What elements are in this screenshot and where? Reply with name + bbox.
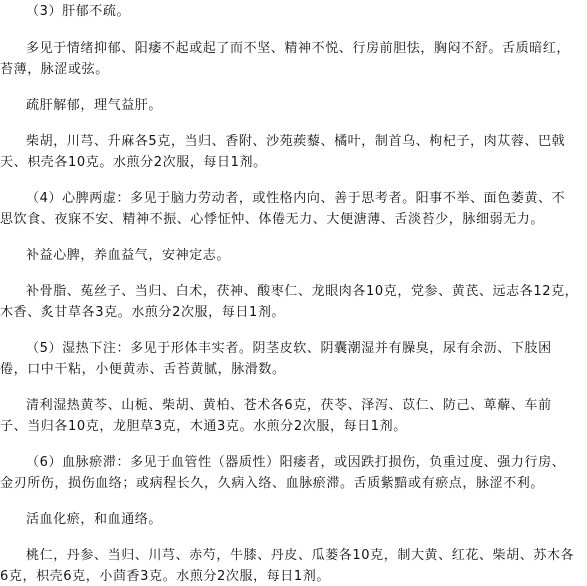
section-6-symptoms-line-1: （6）血脉瘀滞：多见于血管性（器质性）阳痿者，或因跌打损伤，负重过度、强力行房、 [26, 455, 566, 470]
section-4-recipe-line-2: 木香、炙甘草各3克。水煎分2次服，每日1剂。 [0, 305, 286, 320]
section-5-symptoms-line-2: 倦，口中干粘，小便黄赤、舌苔黄腻，脉滑数。 [0, 362, 286, 377]
section-6-treatment: 活血化瘀，和血通络。 [26, 512, 163, 527]
section-3-recipe-line-1: 柴胡，川芎、升麻各5克，当归、香附、沙苑蒺藜、橘叶，制首乌、枸杞子，肉苁蓉、巴戟 [26, 134, 566, 149]
section-5-recipe-line-1: 清利湿热黄芩、山栀、柴胡、黄柏、苍术各6克，茯苓、泽泻、苡仁、防己、萆薢、车前 [26, 398, 552, 413]
section-3-symptoms-line-1: 多见于情绪抑郁、阳痿不起或起了而不坚、精神不悦、行房前胆怯，胸闷不舒。舌质暗红， [26, 41, 571, 56]
section-3-heading: （3）肝郁不疏。 [26, 4, 131, 19]
section-4-treatment: 补益心脾，养血益气，安神定志。 [26, 248, 231, 263]
section-4-recipe-line-1: 补骨脂、菟丝子、当归、白术，茯神、酸枣仁、龙眼肉各10克，党参、黄芪、远志各12克， [26, 284, 579, 299]
section-4-symptoms-line-1: （4）心脾两虚：多见于脑力劳动者，或性格内向、善于思考者。阳事不举、面色萎黄、不 [26, 191, 566, 206]
section-3-symptoms-line-2: 苔薄，脉涩或弦。 [0, 62, 109, 77]
section-3-recipe-line-2: 天、枳壳各10克。水煎分2次服，每日1剂。 [0, 155, 267, 170]
section-6-recipe-line-2: 6克，枳壳6克，小茴香3克。水煎分2次服，每日1剂。 [0, 569, 330, 584]
section-6-recipe-line-1: 桃仁，丹参、当归、川芎、赤芍，牛膝、丹皮、瓜蒌各10克，制大黄、红花、柴胡、苏木各 [26, 548, 575, 563]
section-4-symptoms-line-2: 思饮食、夜寐不安、精神不振、心悸怔忡、体倦无力、大便溏薄、舌淡苔少，脉细弱无力。 [0, 212, 545, 227]
section-6-symptoms-line-2: 金刃所伤，损伤血络；或病程长久，久病入络、血脉瘀滞。舌质紫黯或有瘀点，脉涩不利。 [0, 476, 545, 491]
section-3-treatment: 疏肝解郁，理气益肝。 [26, 98, 163, 113]
section-5-symptoms-line-1: （5）湿热下注：多见于形体丰实者。阴茎皮软、阴囊潮湿并有臊臭，尿有余沥、下肢困 [26, 341, 552, 356]
section-5-recipe-line-2: 子、当归各10克，龙胆草3克，木通3克。水煎分2次服，每日1剂。 [0, 419, 407, 434]
